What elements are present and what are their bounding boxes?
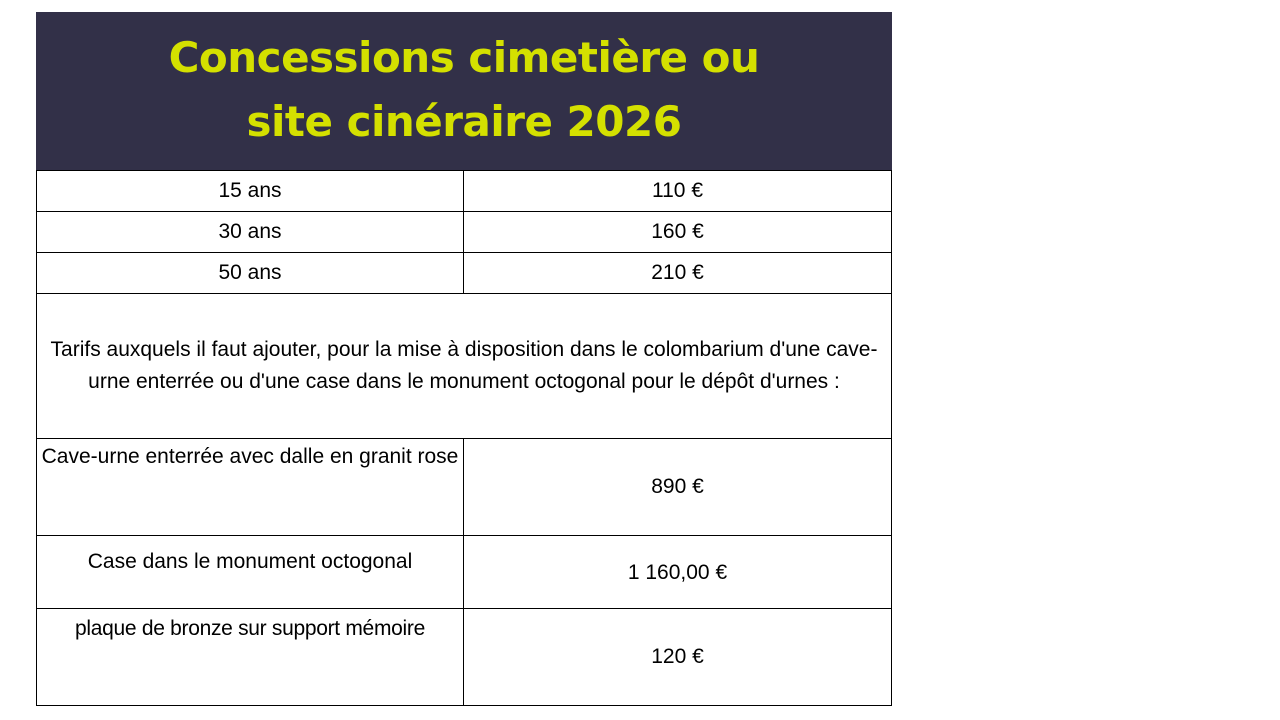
extra-label: Cave-urne enterrée avec dalle en granit rose [37, 439, 464, 536]
note-row [37, 294, 892, 439]
table-row [37, 212, 892, 253]
note-text: Tarifs auxquels il faut ajouter, pour la mise à disposition dans le colombarium d'une cave-urne enterrée ou d'une case dans le monument octogonal pour le dépôt d'urnes : [37, 294, 892, 439]
title-line-1: Concessions cimetière ou [168, 32, 760, 82]
duration-label: 50 ans [37, 253, 464, 294]
extra-price: 890 € [464, 439, 892, 536]
table-row [37, 536, 892, 609]
title-row [37, 13, 892, 171]
extra-label: plaque de bronze sur support mémoire [37, 609, 464, 706]
extra-label: Case dans le monument octogonal [37, 536, 464, 609]
title-line-2: site cinéraire 2026 [246, 96, 682, 146]
table-row [37, 171, 892, 212]
duration-label: 30 ans [37, 212, 464, 253]
page-title [37, 13, 892, 171]
table-row [37, 609, 892, 706]
duration-price: 210 € [464, 253, 892, 294]
pricing-table [36, 12, 892, 706]
extra-price: 1 160,00 € [464, 536, 892, 609]
duration-label: 15 ans [37, 171, 464, 212]
duration-price: 110 € [464, 171, 892, 212]
table-row [37, 253, 892, 294]
extra-price: 120 € [464, 609, 892, 706]
duration-price: 160 € [464, 212, 892, 253]
table-row [37, 439, 892, 536]
